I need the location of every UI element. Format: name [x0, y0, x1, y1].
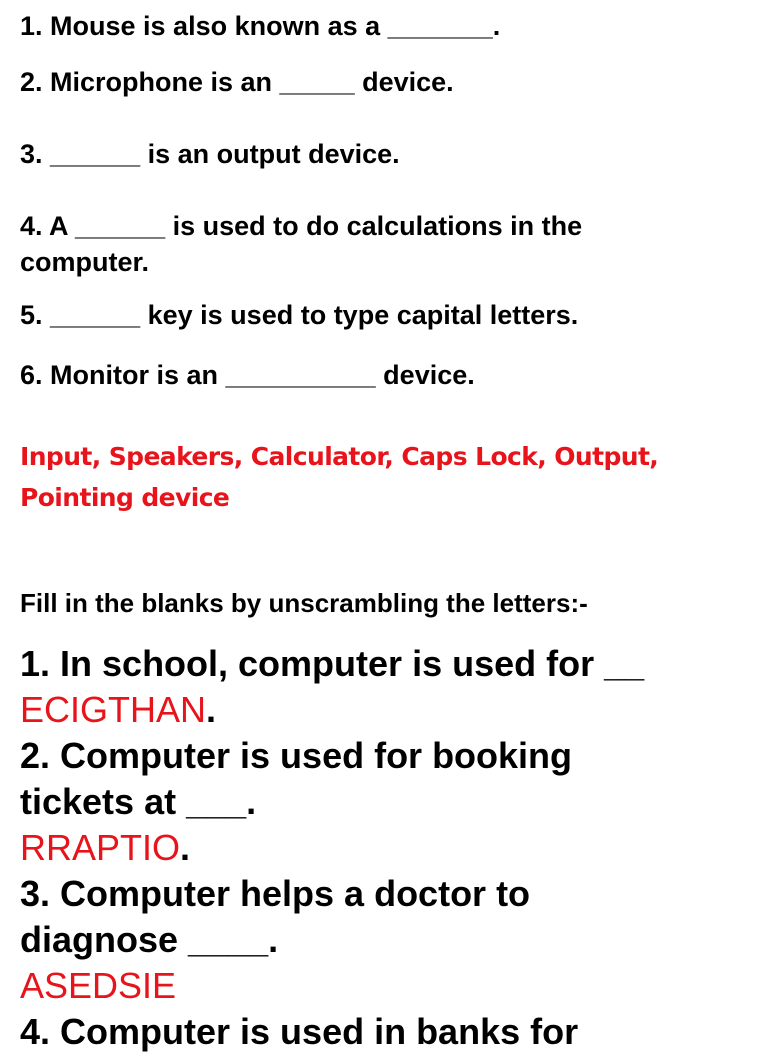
answer-options-line-1: Input, Speakers, Calculator, Caps Lock, Output, — [20, 442, 659, 471]
scrambled-word: RRAPTIO — [20, 827, 181, 868]
unscramble-q2-line-1: 2. Computer is used for booking — [20, 735, 573, 776]
question-4-line-1: 4. A ______ is used to do calculations in the — [20, 211, 583, 241]
answer-options — [20, 436, 720, 518]
unscramble-q2-answer — [20, 825, 750, 871]
question-1: 1. Mouse is also known as a _______. — [20, 11, 501, 41]
question-5: 5. ______ key is used to type capital letters. — [20, 300, 579, 330]
unscramble-questions — [20, 641, 750, 1055]
unscramble-q3-line-2: diagnose ____. — [20, 919, 279, 960]
period: . — [206, 689, 217, 730]
unscramble-q1-line-1: 1. In school, computer is used for __ — [20, 643, 645, 684]
unscramble-q3-line-1: 3. Computer helps a doctor to — [20, 873, 531, 914]
unscramble-q2-line-2: tickets at ___. — [20, 781, 257, 822]
unscramble-q4-line-1: 4. Computer is used in banks for — [20, 1011, 579, 1052]
answer-options-line-2: Pointing device — [20, 483, 230, 512]
scrambled-word: ASEDSIE — [20, 965, 177, 1006]
unscramble-q3-answer — [20, 963, 750, 1009]
question-4-line-2: computer. — [20, 247, 150, 277]
question-2: 2. Microphone is an _____ device. — [20, 67, 454, 97]
question-6: 6. Monitor is an __________ device. — [20, 360, 475, 390]
section-2-heading: Fill in the blanks by unscrambling the letters:- — [20, 588, 588, 618]
question-3: 3. ______ is an output device. — [20, 139, 400, 169]
period: . — [180, 827, 191, 868]
question-4 — [20, 208, 582, 280]
scrambled-word: ECIGTHAN — [20, 689, 207, 730]
unscramble-q1-answer — [20, 687, 750, 733]
